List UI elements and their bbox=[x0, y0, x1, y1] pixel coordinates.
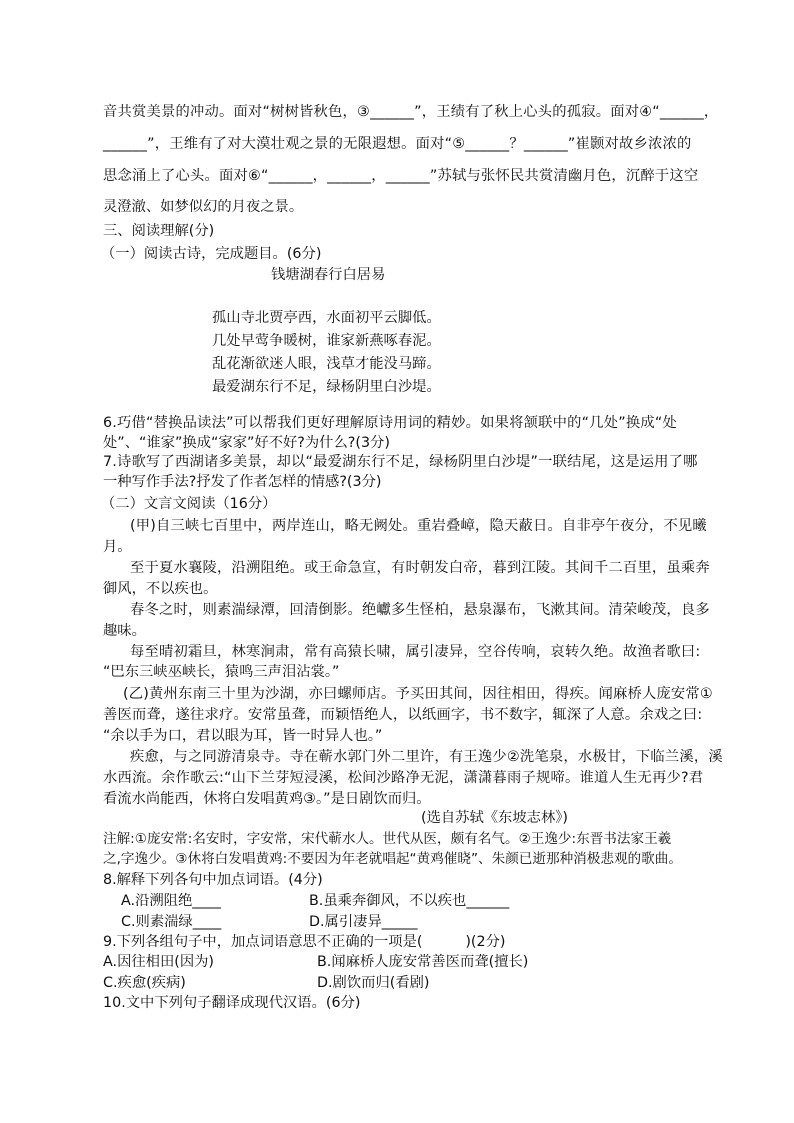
jia-line-4: 御风，不以疾也。 bbox=[103, 581, 218, 597]
question-8-option-d: D.属引凄异_____ bbox=[309, 914, 418, 930]
passage-line-3: 思念涌上了心头。面对⑥“______，______，______”苏轼与张怀民共赏清幽月色，沉醉于这空 bbox=[103, 168, 699, 184]
yi-line-3: “余以手为口，君以眼为耳，皆一时异人也。” bbox=[103, 728, 383, 744]
poem-line-3: 乱花渐欲迷人眼，浅草才能没马蹄。 bbox=[212, 356, 441, 372]
question-8: 8.解释下列各句中加点词语。(4分) bbox=[103, 872, 323, 888]
jia-line-8: “巴东三峡巫峡长，猿鸣三声泪沾裳。” bbox=[103, 664, 340, 680]
question-10: 10.文中下列句子翻译成现代汉语。(6分) bbox=[103, 995, 361, 1011]
poem-line-2: 几处早莺争暖树，谁家新燕啄春泥。 bbox=[212, 333, 441, 349]
passage-line-1: 音共赏美景的冲动。面对“树树皆秋色，③______”，王绩有了秋上心头的孤寂。面对④“______， bbox=[103, 104, 719, 120]
jia-line-6: 趣味。 bbox=[103, 623, 146, 639]
notes-line-2: 之,字逸少。③休将白发唱黄鸡:不要因为年老就唱起“黄鸡催晓”、朱颜已逝那种消极悲观的歌曲。 bbox=[103, 851, 682, 867]
part-one-heading: （一）阅读古诗，完成题目。(6分) bbox=[101, 246, 322, 262]
jia-line-5: 春冬之时，则素湍绿潭，回清倒影。绝巘多生怪柏，悬泉瀑布，飞漱其间。清荣峻茂，良多 bbox=[130, 602, 710, 618]
part-two-heading: （二）文言文阅读（16分） bbox=[101, 496, 277, 512]
poem-line-4: 最爱湖东行不足，绿杨阴里白沙堤。 bbox=[212, 379, 441, 395]
yi-line-1: (乙)黄州东南三十里为沙湖，亦曰螺师店。予买田其间，因往相田，得疾。闻麻桥人庞安常① bbox=[123, 686, 713, 702]
question-6-line-2: 处”、“谁家”换成“家家”好不好?为什么?(3分) bbox=[103, 435, 390, 451]
question-7-line-1: 7.诗歌写了西湖诸多美景，却以“最爱湖东行不足，绿杨阴里白沙堤”一联结尾，这是运用了哪 bbox=[103, 454, 698, 470]
jia-line-2: 月。 bbox=[103, 539, 132, 555]
question-7-line-2: 一种写作手法?抒发了作者怎样的情感?(3分) bbox=[103, 474, 382, 490]
question-9-option-b: B.闻麻桥人庞安常善医而聋(擅长) bbox=[317, 954, 529, 970]
question-9-option-a: A.因往相田(因为) bbox=[103, 954, 215, 970]
notes-line-1: 注解:①庞安常:名安时，字安常，宋代蕲水人。世代从医，颇有名气。②王逸少:东晋书法家王羲 bbox=[103, 831, 672, 847]
question-6-line-1: 6.巧借“替换品读法”可以帮我们更好理解原诗用词的精妙。如果将颔联中的“几处”换成“处 bbox=[103, 415, 677, 431]
yi-line-5: 水西流。余作歌云:“山下兰芽短浸溪，松间沙路净无泥，潇潇暮雨子规啼。谁道人生无再少?君 bbox=[103, 770, 704, 786]
passage-line-2: ______”，王维有了对大漠壮观之景的无限遐想。面对“⑤______？______”崔颢对故乡浓浓的 bbox=[103, 136, 692, 152]
question-8-option-b: B.虽乘奔御风，不以疾也______ bbox=[309, 893, 510, 909]
source-citation: (选自苏轼《东坡志林》) bbox=[421, 810, 568, 826]
jia-line-1: (甲)自三峡七百里中，两岸连山，略无阙处。重岩叠嶂，隐天蔽日。自非亭午夜分，不见曦 bbox=[130, 518, 707, 534]
question-9-option-c: C.疾愈(疾病) bbox=[103, 975, 186, 991]
yi-line-2: 善医而聋，遂往求疗。安常虽聋，而颖悟绝人，以纸画字，书不数字，辄深了人意。余戏之曰: bbox=[103, 707, 703, 723]
yi-line-4: 疾愈，与之同游清泉寺。寺在蕲水郭门外二里许，有王逸少②洗笔泉，水极甘，下临兰溪，溪 bbox=[130, 749, 723, 765]
question-8-option-c: C.则素湍绿____ bbox=[121, 914, 222, 930]
section-heading-3: 三、阅读理解(分) bbox=[103, 223, 215, 239]
passage-line-4: 灵澄澈、如梦似幻的月夜之景。 bbox=[103, 199, 304, 215]
jia-line-3: 至于夏水襄陵，沿溯阻绝。或王命急宣，有时朝发白帝，暮到江陵。其间千二百里，虽乘奔 bbox=[130, 560, 710, 576]
poem-title: 钱塘湖春行白居易 bbox=[271, 267, 386, 283]
yi-line-6: 看流水尚能西，休将白发唱黄鸡③。”是日剧饮而归。 bbox=[103, 791, 431, 807]
question-9: 9.下列各组句子中，加点词语意思不正确的一项是( )(2分) bbox=[103, 934, 506, 950]
jia-line-7: 每至晴初霜旦，林寒涧肃，常有高猿长啸，属引凄异，空谷传响，哀转久绝。故渔者歌曰: bbox=[130, 644, 701, 660]
question-8-option-a: A.沿溯阻绝____ bbox=[121, 893, 221, 909]
question-9-option-d: D.剧饮而归(看剧) bbox=[317, 975, 430, 991]
poem-line-1: 孤山寺北贾亭西，水面初平云脚低。 bbox=[212, 310, 441, 326]
